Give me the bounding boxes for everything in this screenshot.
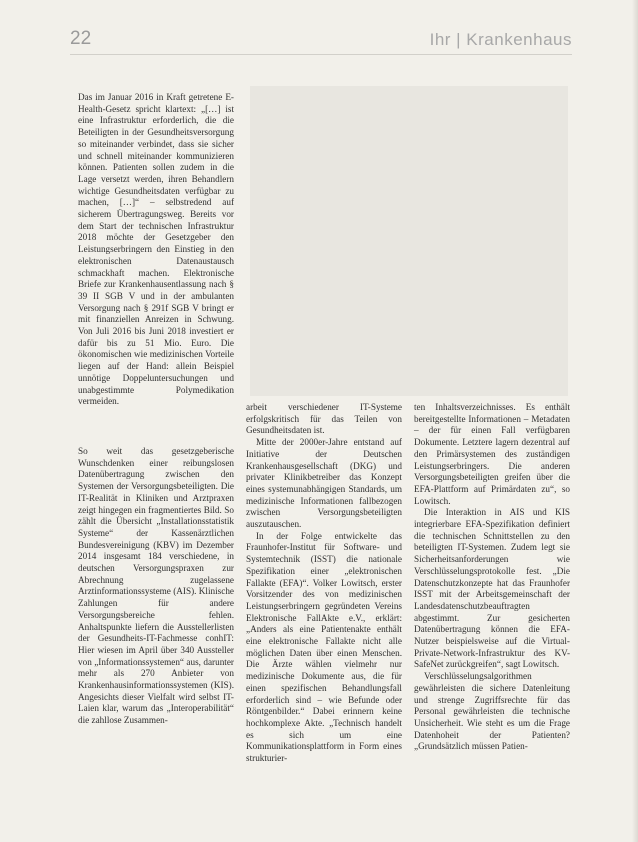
article-column-1-bottom: [78, 446, 234, 727]
article-column-2: [246, 402, 402, 765]
teaser-box: [250, 86, 568, 396]
paragraph: Verschlüsselungsalgorithmen gewährleisten die sichere Datenleitung und strenge Zugriffsrechte für das Personal gewährleisten die technische Unsicherheit. Wie steht es um die Frage Datenhoheit der Patienten? „Grundsätzlich müssen Patien-: [414, 671, 570, 752]
header-rule: [70, 54, 572, 55]
page-number: 22: [70, 28, 92, 49]
scan-edge-shadow: [632, 0, 638, 842]
paragraph: ten Inhaltsverzeichnisses. Es enthält bereitgestellte Informationen – Metadaten – der für einen Fall verfügbaren Dokumente. Letztere lagern dezentral auf den Primärsystemen des zuständigen Leistungserbringers. Die anderen Versorgungsbeteiligten greifen über die EFA-Plattform auf Primärdaten zu“, so Lowitsch.: [414, 402, 570, 506]
paragraph: arbeit verschiedener IT-Systeme erfolgskritisch für das Teilen von Gesundheitsdaten ist.: [246, 402, 402, 436]
paragraph: So weit das gesetzgeberische Wunschdenken einer reibungslosen Datenübertragung zwischen den Systemen der Versorgungsbeteiligten. Die IT-Realität in Kliniken und Arztpraxen zeigt hingegen ein fragmentiertes Bild. So zählt die Übersicht „Installationsstatistik Systeme“ der Kassenärztlichen Bundesvereinigung (KBV) im Dezember 2014 insgesamt 184 verschiedene, in deutschen Versorgungspraxen zur Abrechnung zugelassene Arztinformationssysteme (AIS). Klinische Zahlungen für andere Versorgungsbereiche fehlen. Anhaltspunkte liefern die Ausstellerlisten der Gesundheits-IT-Fachmesse conhIT: Hier wiesen im April über 340 Aussteller von „Informationssystemen“ aus, darunter mehr als 270 Anbieter von Krankenhausinformationssystemen (KIS). Angesichts dieser Vielfalt wird selbst IT-Laien klar, warum das „Interoperabilität“ die zahllose Zusammen-: [78, 446, 234, 726]
paragraph: Mitte der 2000er-Jahre entstand auf Initiative der Deutschen Krankenhausgesellschaft (DKG) und privater Klinikbetreiber das Konzept eines systemunabhängigen Standards, um medizinische Informationen fallbezogen zwischen Versorgungsbeteiligten auszutauschen.: [246, 437, 402, 530]
article-column-3: [414, 402, 570, 753]
section-header: Ihr | Krankenhaus: [429, 30, 572, 49]
paragraph: Die Interaktion in AIS und KIS integrierbare EFA-Spezifikation definiert die technischen Schnittstellen zu den beteiligten IT-Systemen. Zudem legt sie Sicherheitsanforderungen wie Verschlüsselungsprotokolle fest. „Die Datenschutzkonzepte hat das Fraunhofer ISST mit der Arbeitsgemeinschaft der Landesdatenschutzbeauftragten abgestimmt. Zur gesicherten Datenübertragung können die EFA-Nutzer beispielsweise auf die Virtual-Private-Network-Infrastruktur des KV-SafeNet zurückgreifen“, sagt Lowitsch.: [414, 507, 570, 670]
article-column-1-top: [78, 92, 234, 408]
paragraph: In der Folge entwickelte das Fraunhofer-Institut für Software- und Systemtechnik (ISST) die nationale Spezifikation einer „elektronischen Fallakte (EFA)“. Volker Lowitsch, erster Vorsitzender des von medizinischen Leistungserbringern gegründeten Vereins Elektronische FallAkte e.V., erklärt: „Anders als eine Patientenakte enthält eine elektronische Fallakte nicht alle möglichen Daten über einen Menschen. Die Ärzte wählen vielmehr nur medizinische Dokumente aus, die für einen spezifischen Behandlungsfall erforderlich sind – wie Befunde oder Röntgenbilder.“ Dabei erinnern keine hochkomplexe Akte. „Technisch handelt es sich um eine Kommunikationsplattform in Form eines strukturier-: [246, 530, 402, 764]
paragraph: Das im Januar 2016 in Kraft getretene E-Health-Gesetz spricht klartext: „[…] ist eine Infrastruktur erforderlich, die die Beteiligten in der Gesundheitsversorgung so miteinander verbindet, dass sie sicher und schnell miteinander kommunizieren können. Patienten sollen zudem in die Lage versetzt werden, ihren Behandlern wichtige Gesundheitsdaten verfügbar zu machen, […]“ – selbstredend auf sicherem Übertragungsweg. Bereits vor dem Start der technischen Infrastruktur 2018 möchte der Gesetzgeber den Leistungserbringern den Einstieg in den elektronischen Datenaustausch schmackhaft machen. Elektronische Briefe zur Krankenhausentlassung nach § 39 II SGB V und in der ambulanten Versorgung nach § 291f SGB V bringt er mit finanziellen Anreizen in Schwung. Von Juli 2016 bis Juni 2018 investiert er dafür bis zu 51 Mio. Euro. Die ökonomischen wie medizinischen Vorteile liegen auf der Hand: allein Beispiel unnötige Doppeluntersuchungen und unabgestimmte Polymedikation vermeiden.: [78, 92, 234, 407]
